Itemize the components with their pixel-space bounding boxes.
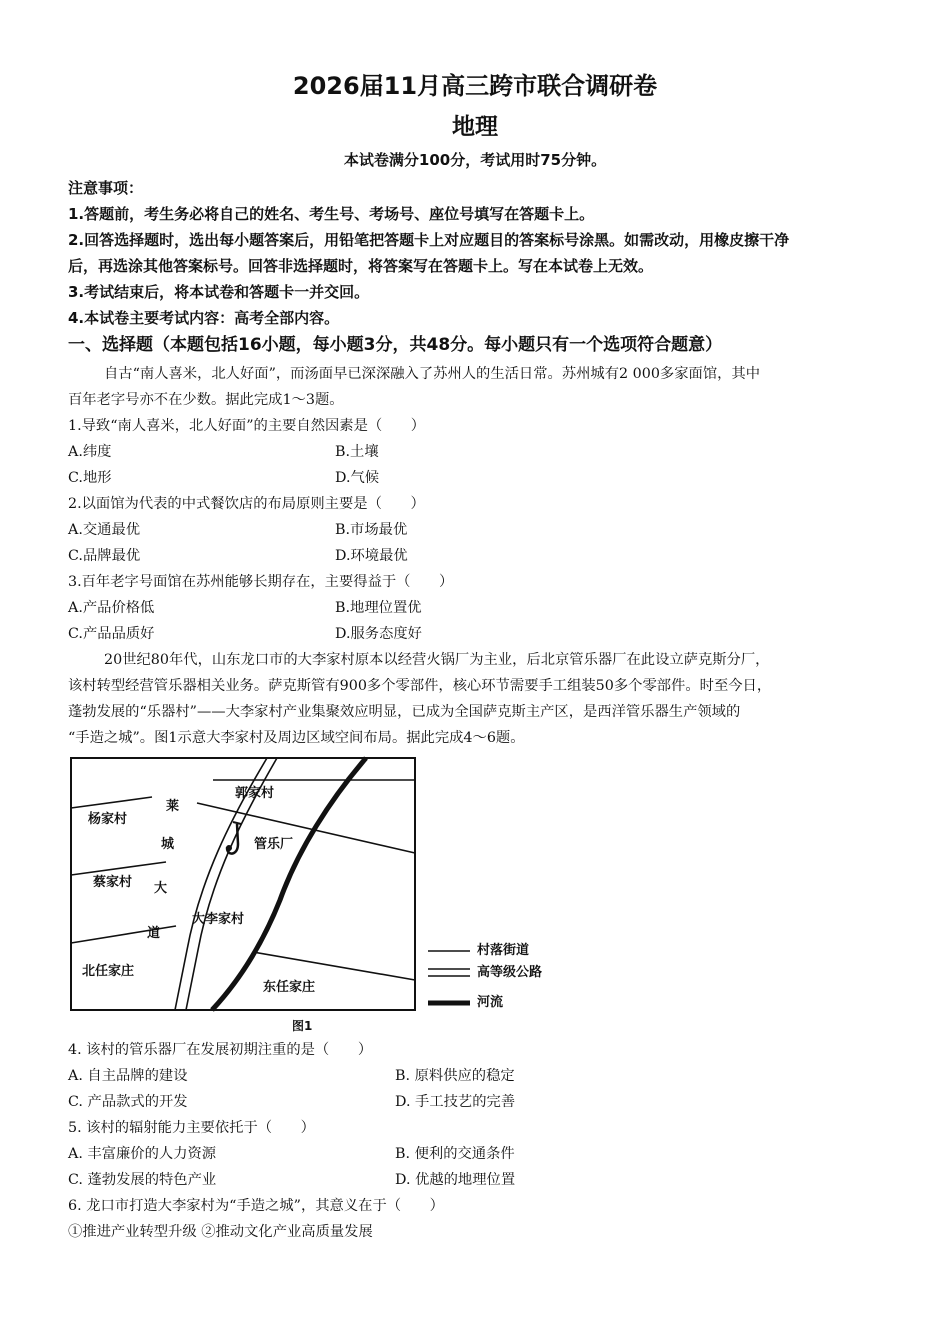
q4-option-a: A. 自主品牌的建设 [68,1068,188,1084]
passage-2-line-3: 蓬勃发展的“乐器村”——大李家村产业集聚效应明显，已成为全国萨克斯主产区，是西洋管乐器生产领域的 [68,704,741,720]
q6-statements: ①推进产业转型升级 ②推动文化产业高质量发展 [68,1224,373,1240]
label-dalijia-village: 大李家村 [192,912,245,927]
street-beiren [71,926,176,943]
figure-1-caption: 图1 [292,1019,313,1033]
q1-option-a: A.纬度 [68,444,112,460]
q3-option-d: D.服务态度好 [335,626,422,642]
label-avenue-char-3: 大 [154,881,168,896]
passage-1-line-2: 百年老字号亦不在少数。据此完成1～3题。 [68,392,344,408]
label-beiren-village: 北任家庄 [82,964,135,979]
q2-option-c: C.品牌最优 [68,548,141,564]
street-dongren [253,952,415,980]
notice-item-3: 3.考试结束后，将本试卷和答题卡一并交回。 [68,283,370,301]
notice-item-2-line-2: 后，再选涂其他答案标号。回答非选择题时，将答案写在答题卡上。写在本试卷上无效。 [68,257,654,275]
q1-option-d: D.气候 [335,470,380,486]
notice-item-2-line-1: 2.回答选择题时，选出每小题答案后，用铅笔把答题卡上对应题目的答案标号涂黑。如需改动，用橡皮擦干净 [68,231,790,249]
label-avenue-char-2: 城 [161,837,175,852]
label-caijia-village: 蔡家村 [93,875,133,890]
subject-title: 地理 [452,114,498,140]
passage-1-line-1: 自古“南人喜米，北人好面”，而汤面早已深深融入了苏州人的生活日常。苏州城有2 000多家面馆，其中 [104,366,761,382]
q5-stem: 5. 该村的辐射能力主要依托于（ ） [68,1120,315,1136]
street-caijia [71,862,166,875]
label-instrument-factory: 管乐厂 [254,837,294,852]
label-yangjia-village: 杨家村 [88,812,128,827]
q1-option-b: B.土壤 [335,444,379,460]
legend-river-label: 河流 [477,995,504,1010]
label-avenue-char-4: 道 [147,926,161,941]
q2-stem: 2.以面馆为代表的中式餐饮店的布局原则主要是（ ） [68,496,425,512]
q5-option-a: A. 丰富廉价的人力资源 [68,1146,217,1162]
q2-option-d: D.环境最优 [335,548,408,564]
street-yangjia [71,797,152,808]
label-avenue-char-1: 莱 [166,799,180,814]
notice-item-1: 1.答题前，考生务必将自己的姓名、考生号、考场号、座位号填写在答题卡上。 [68,205,595,223]
legend-highway-label: 高等级公路 [477,965,543,980]
q4-stem: 4. 该村的管乐器厂在发展初期注重的是（ ） [68,1042,373,1058]
passage-2-line-4: “手造之城”。图1示意大李家村及周边区域空间布局。据此完成4～6题。 [68,730,525,746]
q2-option-b: B.市场最优 [335,522,408,538]
passage-2-line-2: 该村转型经营管乐器相关业务。萨克斯管有900多个零部件，核心环节需要手工组装50多个零部件。时至今日， [68,678,772,694]
notice-heading: 注意事项： [68,179,144,197]
q4-option-c: C. 产品款式的开发 [68,1094,188,1110]
q5-option-c: C. 蓬勃发展的特色产业 [68,1172,217,1188]
passage-2-line-1: 20世纪80年代，山东龙口市的大李家村原本以经营火锅厂为主业，后北京管乐器厂在此设立萨克斯分厂， [104,652,770,668]
q2-option-a: A.交通最优 [68,522,141,538]
q1-stem: 1.导致“南人喜米，北人好面”的主要自然因素是（ ） [68,418,426,434]
q4-option-d: D. 手工技艺的完善 [395,1094,516,1110]
saxophone-icon [226,822,241,854]
q5-option-b: B. 便利的交通条件 [395,1146,515,1162]
q3-stem: 3.百年老字号面馆在苏州能够长期存在，主要得益于（ ） [68,574,454,590]
exam-info: 本试卷满分100分，考试用时75分钟。 [343,151,607,169]
q3-option-c: C.产品品质好 [68,626,155,642]
label-guojia-village: 郭家村 [235,786,275,801]
q3-option-a: A.产品价格低 [68,600,155,616]
q1-option-c: C.地形 [68,470,112,486]
legend-street-label: 村落街道 [477,943,530,958]
q5-option-d: D. 优越的地理位置 [395,1172,516,1188]
section-heading: 一、选择题（本题包括16小题，每小题3分，共48分。每小题只有一个选项符合题意） [68,335,723,355]
q3-option-b: B.地理位置优 [335,600,422,616]
q4-option-b: B. 原料供应的稳定 [395,1068,515,1084]
q6-stem: 6. 龙口市打造大李家村为“手造之城”，其意义在于（ ） [68,1198,444,1214]
label-dongren-village: 东任家庄 [263,980,316,995]
exam-title: 2026届11月高三跨市联合调研卷 [292,72,658,100]
notice-item-4: 4.本试卷主要考试内容：高考全部内容。 [68,309,340,327]
